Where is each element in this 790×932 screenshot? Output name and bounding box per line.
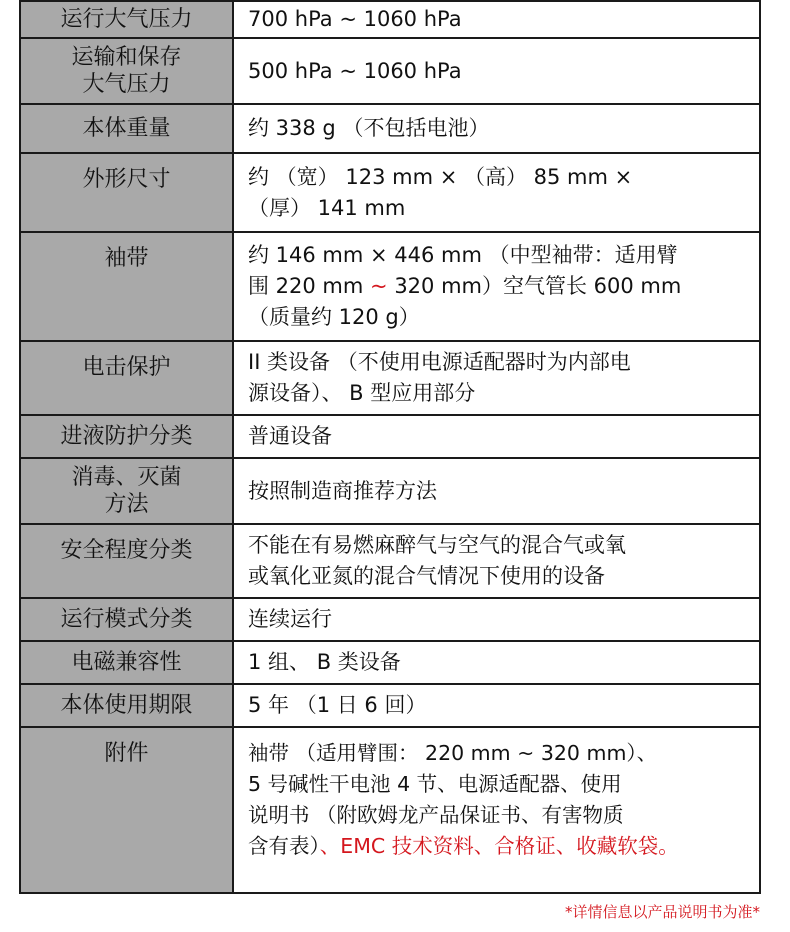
table-row (20, 684, 760, 727)
row-label: 进液防护分类 (20, 415, 233, 458)
table-row (20, 153, 760, 232)
table-row (20, 727, 760, 893)
row-label: 运行模式分类 (20, 598, 233, 641)
row-label: 外形尺寸 (20, 153, 233, 232)
row-label: 袖带 (20, 232, 233, 341)
table-row (20, 524, 760, 598)
row-value (233, 232, 760, 341)
row-label: 电磁兼容性 (20, 641, 233, 684)
footnote: *详情信息以产品说明书为准* (564, 903, 760, 921)
row-label: 消毒、灭菌 方法 (20, 458, 233, 524)
table-row (20, 104, 760, 153)
row-value: 约 （宽） 123 mm × （高） 85 mm × （厚） 141 mm (233, 153, 760, 232)
table-row (20, 598, 760, 641)
table-row (20, 415, 760, 458)
row-value: 普通设备 (233, 415, 760, 458)
table-row (20, 641, 760, 684)
row-value: 按照制造商推荐方法 (233, 458, 760, 524)
row-value: 500 hPa ~ 1060 hPa (233, 38, 760, 104)
row-label: 运行大气压力 (20, 1, 233, 38)
row-value: 5 年 （1 日 6 回） (233, 684, 760, 727)
row-value (233, 727, 760, 893)
spec-table (19, 0, 761, 894)
value-text: 约 146 mm × 446 mm （中型袖带：适用臂 围 220 mm (248, 243, 678, 298)
row-label: 附件 (20, 727, 233, 893)
row-value: 不能在有易燃麻醉气与空气的混合气或氧 或氧化亚氮的混合气情况下使用的设备 (233, 524, 760, 598)
table-row (20, 341, 760, 415)
row-label: 电击保护 (20, 341, 233, 415)
value-text: 320 mm）空气管长 600 mm （质量约 120 g） (248, 274, 682, 329)
row-value: 1 组、 B 类设备 (233, 641, 760, 684)
value-red-text: ~ (370, 274, 388, 298)
row-label: 本体使用期限 (20, 684, 233, 727)
row-value: 700 hPa ~ 1060 hPa (233, 1, 760, 38)
row-value: 连续运行 (233, 598, 760, 641)
table-row (20, 38, 760, 104)
row-label: 本体重量 (20, 104, 233, 153)
value-text: 袖带 （适用臂围： 220 mm ~ 320 mm）、 5 号碱性干电池 4 节、电源适配器、使用 说明书 （附欧姆龙产品保证书、有害物质 含有表） (248, 741, 658, 858)
table-row (20, 458, 760, 524)
value-red-text: 、EMC 技术资料、合格证、收藏软袋。 (319, 834, 679, 858)
row-value: II 类设备 （不使用电源适配器时为内部电 源设备）、 B 型应用部分 (233, 341, 760, 415)
table-row (20, 1, 760, 38)
table-row (20, 232, 760, 341)
row-label: 安全程度分类 (20, 524, 233, 598)
row-value: 约 338 g （不包括电池） (233, 104, 760, 153)
row-label: 运输和保存 大气压力 (20, 38, 233, 104)
